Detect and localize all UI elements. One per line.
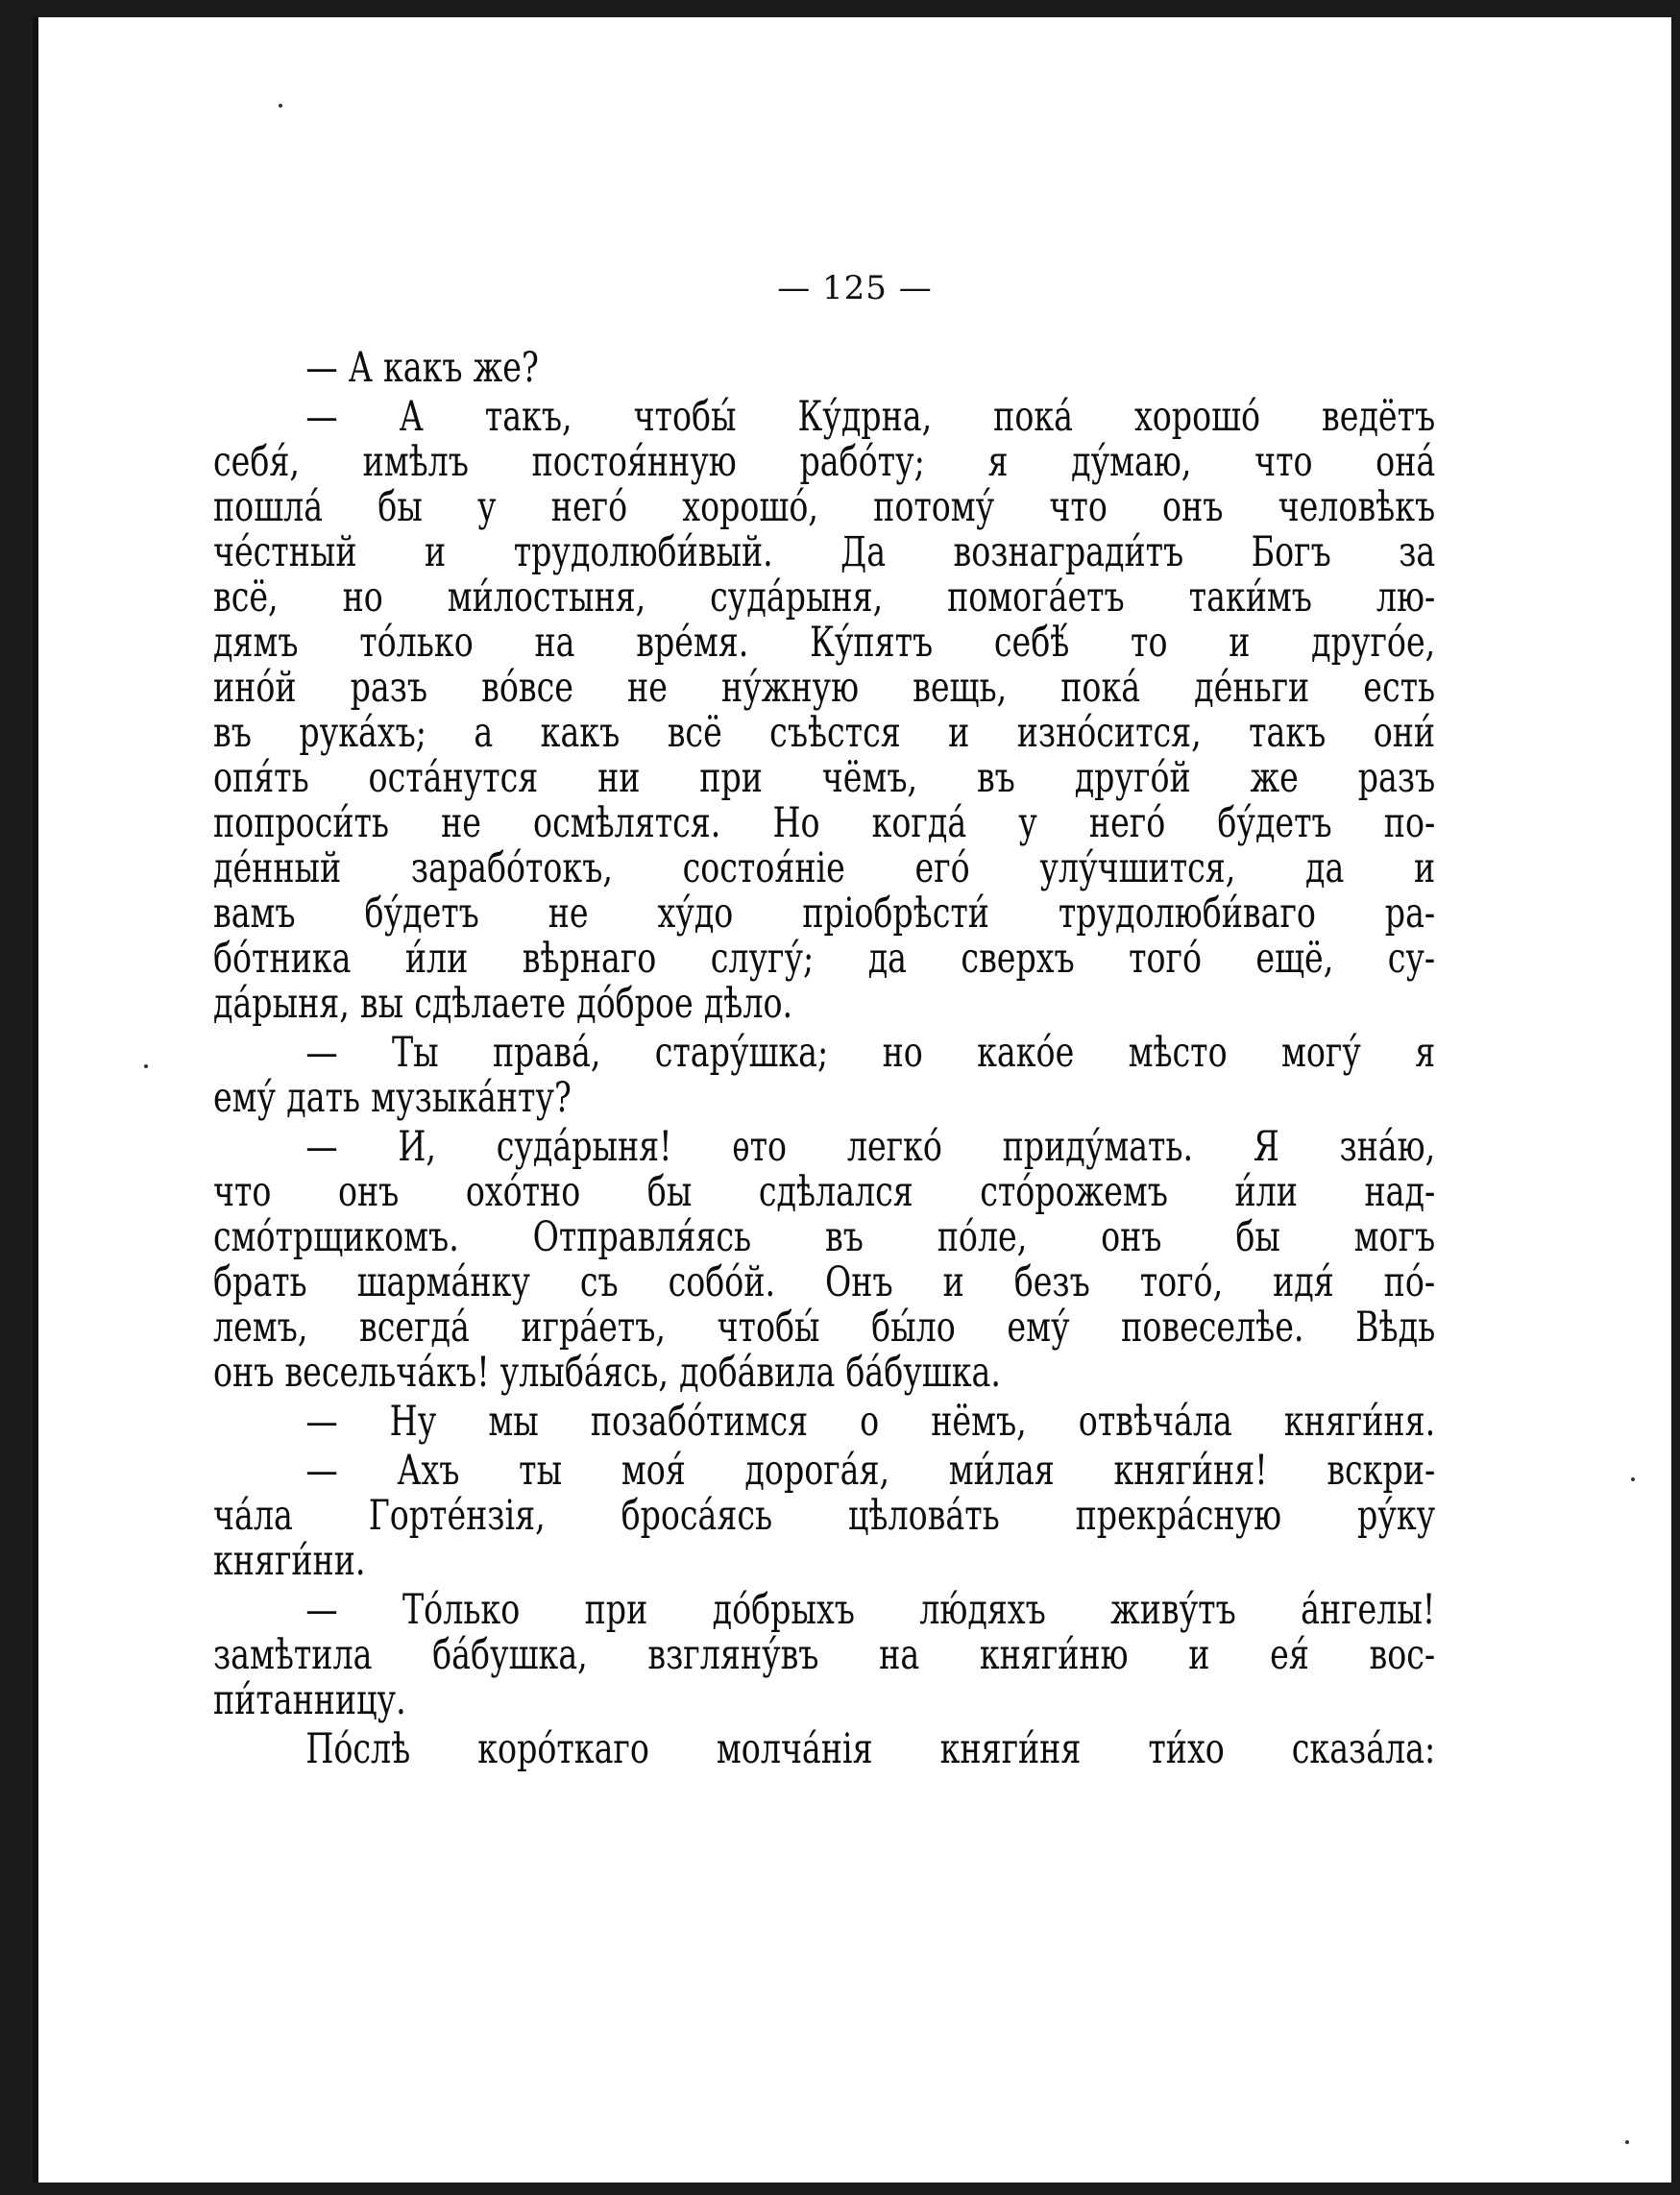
text-line: — А какъ же? [305,344,539,392]
text-line: всё, но ми́лостыня, суда́рыня, помога́етъ таки́мъ лю- [213,573,1436,622]
text-line: лемъ, всегда́ игра́етъ, чтобы́ бы́ло ему́ повеселѣе. Вѣдь [213,1304,1436,1352]
text-line: себя́, имѣлъ постоя́нную рабо́ту; я ду́маю, что она́ [213,438,1436,486]
page-number: — 125 — [777,269,933,307]
text-line: че́стный и трудолюби́вый. Да вознагради́тъ Богъ за [213,528,1436,576]
text-line: — Ну мы позабо́тимся о нёмъ, отвѣча́ла княги́ня. [305,1398,1436,1446]
paragraph [213,1449,1435,1584]
text-line: ему́ дать музыка́нту? [213,1074,572,1122]
print-speck [1631,1477,1635,1481]
text-line: княги́ни. [213,1537,366,1585]
text-line: — Ты права́, стару́шка; но како́е мѣсто могу́ я [305,1029,1436,1077]
text-line: — Ахъ ты моя́ дорога́я, ми́лая княги́ня! вскри- [305,1447,1436,1495]
text-line: ча́ла Горте́нзія, броса́ясь цѣлова́ть прекра́сную ру́ку [213,1492,1436,1540]
paragraph [213,1031,1435,1121]
print-speck [1625,2140,1629,2144]
print-speck [144,1064,148,1068]
text-line: что онъ охо́тно бы сдѣлался сто́рожемъ и́ли над- [213,1168,1436,1216]
text-line: замѣтила ба́бушка, взгляну́въ на княги́ню и ея́ вос- [213,1631,1436,1679]
text-line: ино́й разъ во́все не ну́жную вещь, пока́ де́ньги есть [213,664,1436,712]
paragraph [213,1400,1435,1445]
paragraph [213,1125,1435,1396]
text-line: де́нный зарабо́токъ, состоя́ніе его́ улу́чшится, да и [213,844,1436,892]
text-line: По́слѣ коро́ткаго молча́нія княги́ня ти́хо сказа́ла: [305,1725,1436,1773]
text-line: да́рыня, вы сдѣлаете до́брое дѣло. [213,980,793,1028]
text-line: пошла́ бы у него́ хорошо́, потому́ что онъ человѣкъ [213,483,1436,531]
text-line: попроси́ть не осмѣлятся. Но когда́ у него́ бу́детъ по- [213,799,1436,847]
text-line: опя́ть оста́нутся ни при чёмъ, въ друго́й же разъ [213,754,1436,802]
book-page [33,17,1671,2183]
print-speck [279,104,282,108]
paragraph [213,395,1435,1027]
paragraph [213,1588,1435,1723]
text-line: въ рука́хъ; а какъ всё съѣстся и изно́сится, такъ они́ [213,709,1436,757]
text-line: пи́танницу. [213,1676,406,1724]
paragraph [213,346,1435,391]
text-line: — То́лько при до́брыхъ лю́дяхъ живу́тъ а́нгелы! [305,1586,1436,1634]
text-line: бо́тника и́ли вѣрнаго слугу́; да сверхъ того́ ещё, су- [213,935,1436,983]
text-line: — И, суда́рыня! ѳто легко́ приду́мать. Я зна́ю, [305,1123,1436,1171]
text-line: вамъ бу́детъ не ху́до пріобрѣсти́ трудолюби́ваго ра- [213,890,1436,938]
text-line: брать шарма́нку съ собо́й. Онъ и безъ того́, идя́ по́- [213,1258,1436,1306]
text-line: — А такъ, чтобы́ Ку́дрна, пока́ хорошо́ ведётъ [305,393,1436,441]
paragraph [213,1727,1435,1772]
text-line: онъ весельча́къ! улыба́ясь, доба́вила ба́бушка. [213,1349,1001,1397]
page-body [213,346,1435,1776]
text-line: смо́трщикомъ. Отправля́ясь въ по́ле, онъ бы могъ [213,1213,1436,1261]
text-line: дямъ то́лько на вре́мя. Ку́пятъ себѣ́ то и друго́е, [213,619,1436,667]
